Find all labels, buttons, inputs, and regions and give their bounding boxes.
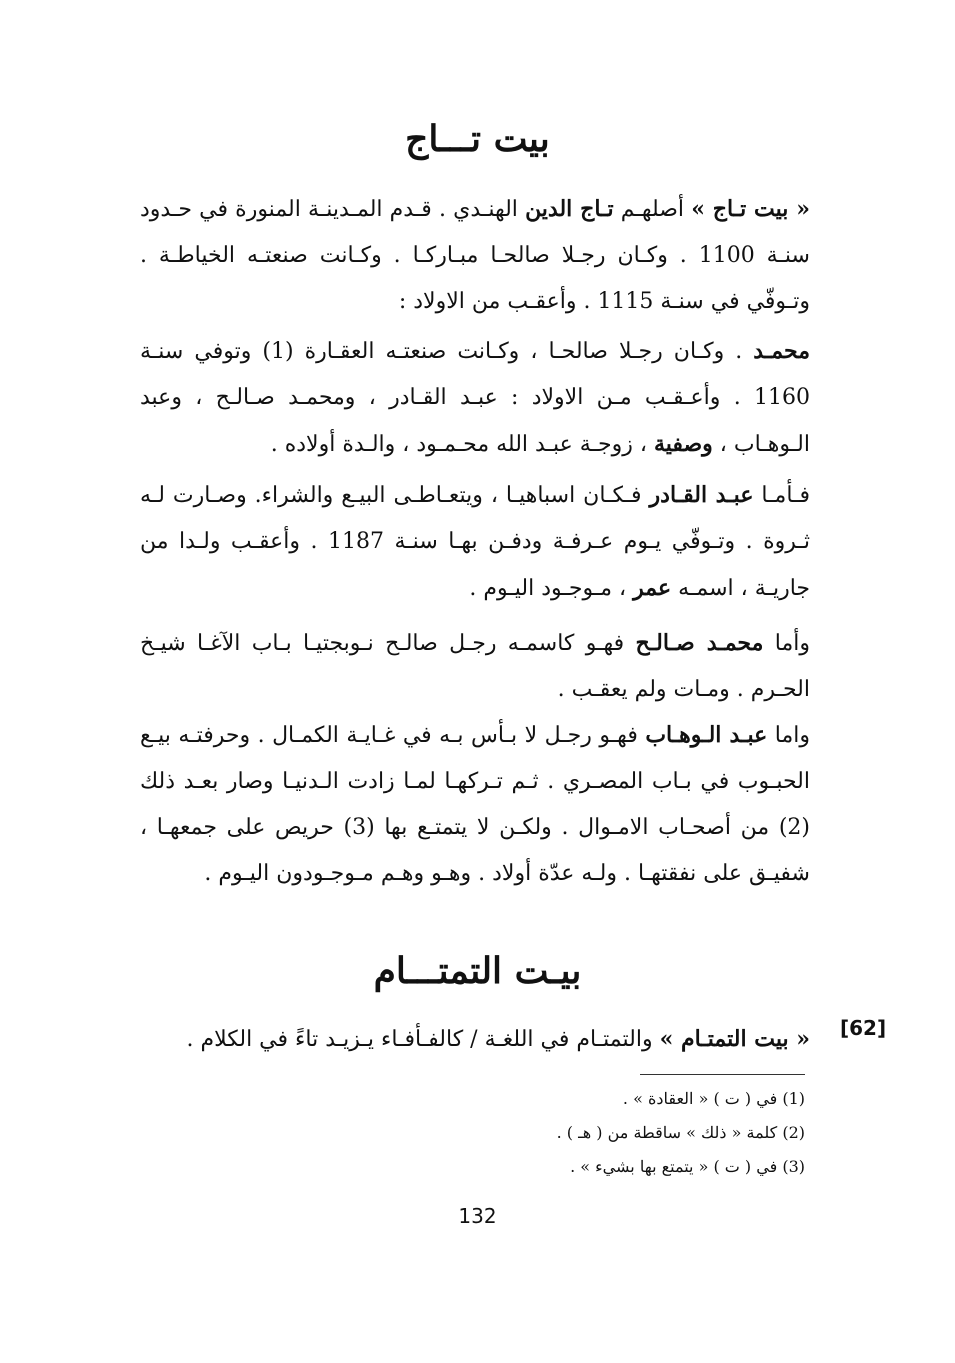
page-number: 132 (458, 1204, 497, 1228)
text-run: واما (767, 723, 810, 748)
paragraph-1 (140, 186, 810, 325)
text-run: الهنـدي . قـدم المـدينـة المنورة في حـدود سنـة 1100 . وكـان رجـلا صالحـا مبـاركـا . وكـانت صنعتـه الخياطـة . وتـوفّي في سنـة 1115 . وأعقـب من الاولاد : (140, 197, 810, 314)
paragraph-6 (140, 1016, 810, 1063)
paragraph-3 (140, 472, 810, 612)
bold-term: محمـد صـالـح (635, 630, 764, 656)
footnote-2: (2) كلمة « ذلك » ساقطة من ( هـ ) . (556, 1123, 805, 1142)
section-title-bayt-tamtam: بيـت التمتـــام (373, 950, 582, 992)
text-run: ، مـوجـود اليـوم . (469, 576, 634, 601)
bold-term: « بيت تـاج » (691, 196, 810, 222)
text-run: فهـو رجـل لا بـأس بـه في غـايـة الكمـال . وحرفتـه بيـع الحبـوب في بـاب المصـري . ثـم تـركهـا لمـا زادت الـدنيـا وصار بعـد ذلك (2) من أصحـاب الامـوال . ولكـن لا يتمتـع بها (3) حريص على جمعهـا ، شفيـق على نفقتهـا . ولـه عدّة أولاد . وهـو وهـم مـوجـودون اليـوم . (140, 723, 810, 886)
paragraph-5 (140, 712, 810, 897)
text-run: والتمتـام في اللغـة / كالفـأفـاء يـزيـد تاءً في الكلام . (186, 1027, 660, 1052)
bold-term: تـاج الدين (525, 196, 614, 222)
margin-reference-number: [62] (840, 1016, 887, 1040)
footnote-separator (640, 1074, 805, 1075)
section-title-bayt-taj: بيت تـــاج (405, 118, 550, 160)
bold-term: « بيت التمتـام » (659, 1026, 810, 1052)
bold-term: عبـد الـوهـاب (645, 722, 768, 748)
paragraph-2 (140, 328, 810, 468)
text-run: وأما (763, 631, 810, 656)
footnote-1: (1) في ( ت ) « العقادة » . (622, 1089, 805, 1108)
bold-term: عمر (633, 575, 672, 601)
footnote-3: (3) في ( ت ) « يتمتع بها بشيء » . (570, 1157, 805, 1176)
text-run: فـكـان اسباهيـا ، ويتعـاطـى البيـع والشراء. وصـارت لـه ثـروة . وتـوفّي يـوم عـرفـة ودفـن بهـا سنـة 1187 . وأعقـب ولـدا من جاريـة ، اسمـه (140, 483, 810, 601)
bold-term: وصفية (653, 431, 713, 457)
text-run: . وكـان رجـلا صالحـا ، وكـانت صنعتـه العقـارة (1) وتوفي سنـة 1160 . وأعـقـب مـن الاولاد : عبـد القـادر ، ومحمـد صـالـح ، وعبد الـوهـاب ، (140, 339, 810, 457)
text-run: فـأمـا (753, 483, 811, 508)
bold-term: عبـد القـادر (649, 482, 754, 508)
bold-term: محمـد (753, 338, 810, 364)
text-run: أصلهـم (613, 197, 692, 222)
text-run: فهـو كاسمـه رجـل صالـح نـوبجتيـا بـاب الآغـا شيـخ الحـرم . ومـات ولم يعقـب . (140, 631, 810, 702)
text-run: ، زوجـة عبـد الله محـمـود ، والـدة أولاده . (270, 432, 654, 457)
paragraph-4 (140, 620, 810, 713)
footnotes (430, 1082, 805, 1184)
